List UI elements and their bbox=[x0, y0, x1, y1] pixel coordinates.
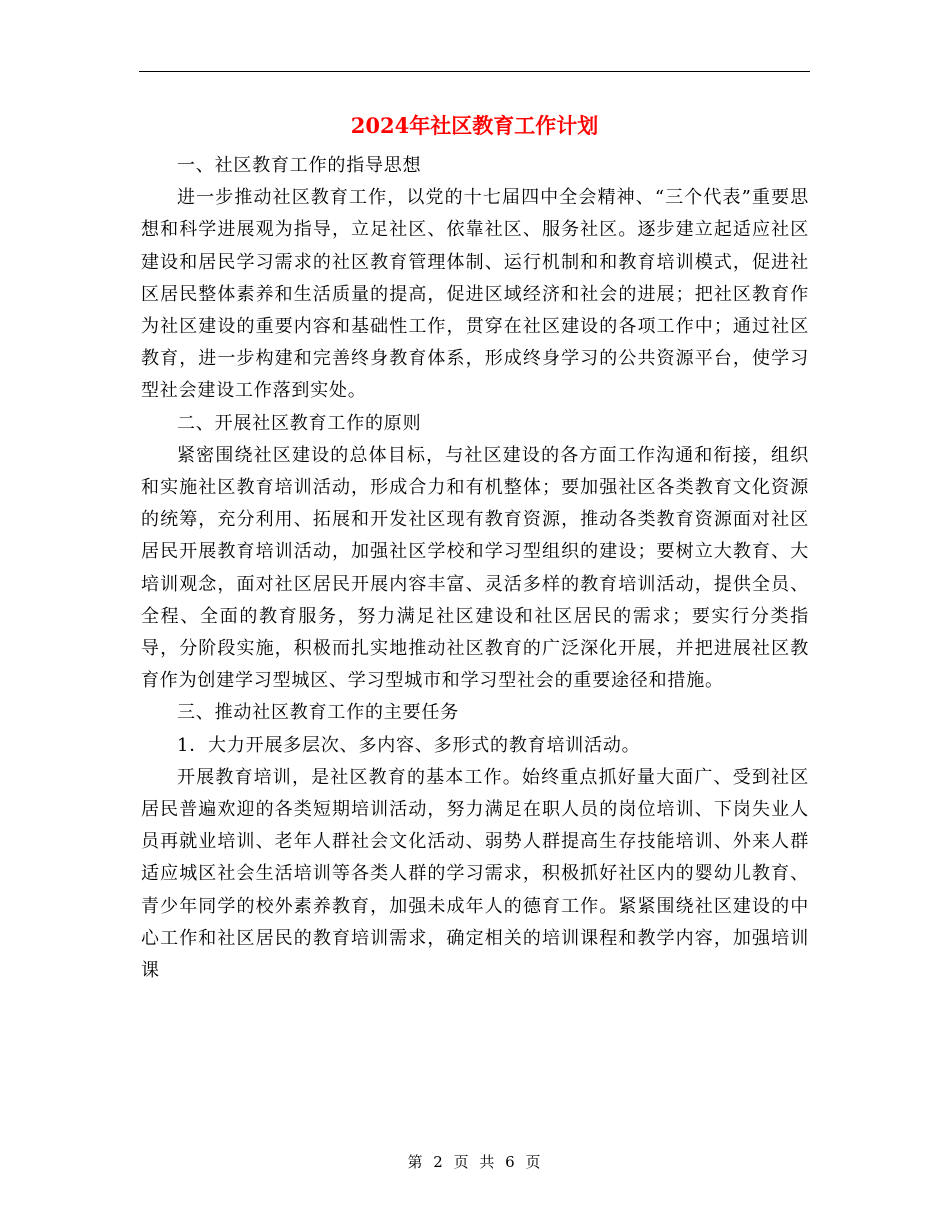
section-heading-principles: 二、开展社区教育工作的原则 bbox=[177, 412, 422, 434]
subheading-task-1: 1．大力开展多层次、多内容、多形式的教育培训活动。 bbox=[177, 734, 641, 756]
page-footer: 第 2 页 共 6 页 bbox=[407, 1153, 542, 1171]
paragraph-principles: 紧密围绕社区建设的总体目标，与社区建设的各方面工作沟通和衔接，组织和实施社区教育培训活动，形成合力和有机整体；要加强社区各类教育文化资源的统筹，充分利用、拓展和开发社区现有教育资源，推动各类教育资源面对社区居民开展教育培训活动，加强社区学校和学习型组织的建设；要树立大教育、大培训观念，面对社区居民开展内容丰富、灵活多样的教育培训活动，提供全员、全程、全面的教育服务，努力满足社区建设和社区居民的需求；要实行分类指导，分阶段实施，积极而扎实地推动社区教育的广泛深化开展，并把进展社区教育作为创建学习型城区、学习型城市和学习型社会的重要途径和措施。 bbox=[141, 444, 809, 692]
section-heading-main-tasks: 三、推动社区教育工作的主要任务 bbox=[177, 702, 459, 724]
document-body bbox=[141, 150, 809, 987]
paragraph-task-1: 开展教育培训，是社区教育的基本工作。始终重点抓好量大面广、受到社区居民普遍欢迎的各类短期培训活动，努力满足在职人员的岗位培训、下岗失业人员再就业培训、老年人群社会文化活动、弱势人群提高生存技能培训、外来人群适应城区社会生活培训等各类人群的学习需求，积极抓好社区内的婴幼儿教育、青少年同学的校外素养教育，加强未成年人的德育工作。紧紧围绕社区建设的中心工作和社区居民的教育培训需求，确定相关的培训课程和教学内容，加强培训课 bbox=[141, 766, 809, 982]
section-heading-guiding-ideology: 一、社区教育工作的指导思想 bbox=[177, 155, 422, 176]
document-title: 2024年社区教育工作计划 bbox=[350, 113, 599, 138]
paragraph-guiding-ideology: 进一步推动社区教育工作，以党的十七届四中全会精神、“三个代表”重要思想和科学进展观为指导，立足社区、依靠社区、服务社区。逐步建立起适应社区建设和居民学习需求的社区教育管理体制、运行机制和和教育培训模式，促进社区居民整体素养和生活质量的提高，促进区域经济和社会的进展；把社区教育作为社区建设的重要内容和基础性工作，贯穿在社区建设的各项工作中；通过社区教育，进一步构建和完善终身教育体系，形成终身学习的公共资源平台，使学习型社会建设工作落到实处。 bbox=[141, 187, 809, 402]
header-rule bbox=[139, 71, 810, 72]
